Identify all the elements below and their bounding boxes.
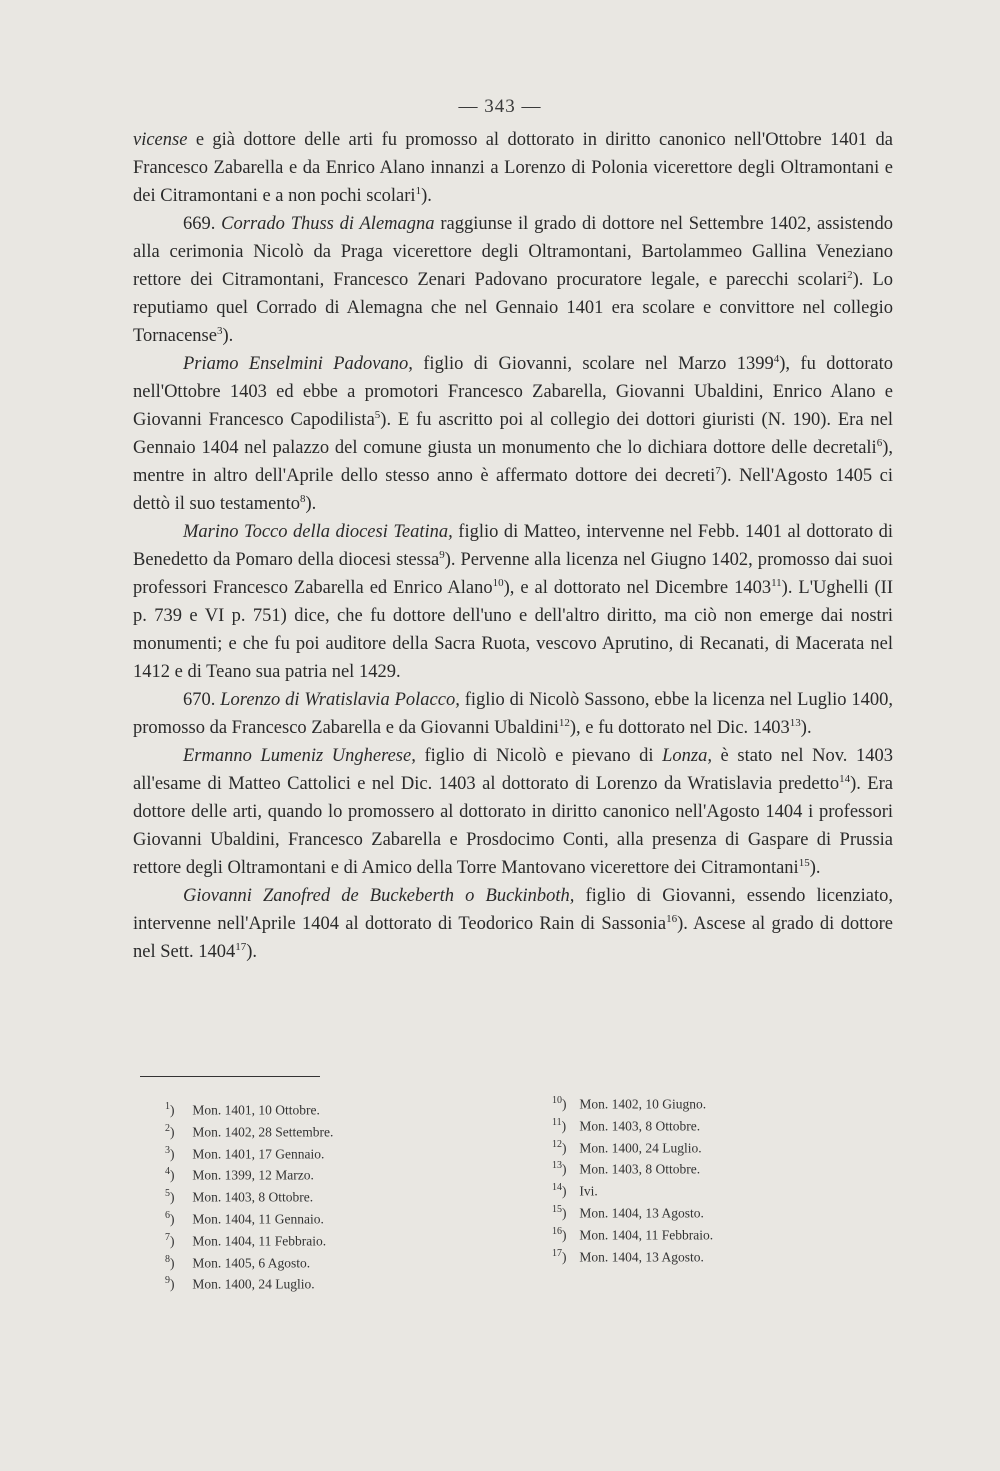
footnote-ref: 14 bbox=[839, 773, 851, 785]
text-run: ). bbox=[222, 326, 234, 346]
footnote-ref: 12 bbox=[558, 717, 570, 729]
footnote-text: Mon. 1402, 28 Settembre. bbox=[192, 1124, 334, 1140]
text-run: figlio di Matteo, intervenne nel Febb. 1401 al dottorato di Benedetto da Pomaro della diocesi stessa bbox=[133, 522, 893, 570]
footnote-ref: 7 bbox=[715, 465, 721, 477]
text-run: ), mentre in altro dell'Aprile dello stesso anno è affermato dottore dei decreti bbox=[133, 438, 893, 486]
paragraph bbox=[133, 518, 893, 686]
text-run: figlio di Nicolò Sassono, ebbe la licenza nel Luglio 1400, promosso da Francesco Zabarella e da Giovanni Ubaldini bbox=[133, 690, 893, 738]
footnote-ref: 13 bbox=[789, 717, 801, 729]
footnote: $^6$) Mon. 1404, 11 Gennaio. bbox=[165, 1209, 324, 1227]
footnote: $^{11}$) Mon. 1403, 8 Ottobre. bbox=[552, 1116, 701, 1134]
footnote-number: 1 bbox=[165, 1101, 170, 1112]
footnotes-right bbox=[552, 1092, 872, 1266]
footnote: $^{14}$) Ivi. bbox=[552, 1182, 598, 1199]
footnote-number: 12 bbox=[552, 1138, 562, 1150]
text-run: figlio di Giovanni, essendo licenziato, intervenne nell'Aprile 1404 al dottorato di Teodorico Rain di Sassonia bbox=[133, 886, 894, 934]
footnote-divider bbox=[140, 1076, 320, 1077]
footnote-number: 13 bbox=[552, 1160, 562, 1172]
paragraph bbox=[133, 126, 893, 210]
paragraph bbox=[133, 882, 893, 966]
place-name: Lonza, bbox=[662, 746, 712, 766]
footnote-number: 5 bbox=[165, 1188, 170, 1200]
footnote-text: Mon. 1400, 24 Luglio. bbox=[579, 1140, 702, 1156]
footnote-ref: 4 bbox=[773, 353, 780, 365]
footnote-text: Mon. 1403, 8 Ottobre. bbox=[579, 1161, 701, 1177]
footnote-text: Mon. 1399, 12 Marzo. bbox=[192, 1167, 314, 1183]
text-run: ). bbox=[421, 186, 432, 206]
footnote-text: Mon. 1404, 13 Agosto. bbox=[579, 1205, 704, 1221]
footnote-ref: 10 bbox=[492, 577, 504, 589]
text-run: ), e al dottorato nel Dicembre 1403 bbox=[503, 578, 772, 598]
entry-number: 670. bbox=[183, 690, 221, 710]
footnote-ref: 9 bbox=[439, 549, 445, 561]
footnote-number: 9 bbox=[165, 1275, 170, 1287]
person-name: Giovanni Zanofred de Buckeberth o Buckinboth, bbox=[183, 886, 575, 906]
person-name: Priamo Enselmini Padovano, bbox=[183, 354, 413, 374]
footnote-text: Mon. 1404, 11 Febbraio. bbox=[579, 1227, 714, 1243]
footnote-ref: 6 bbox=[876, 437, 883, 449]
footnote-text: Mon. 1403, 8 Ottobre. bbox=[579, 1118, 701, 1134]
footnote-ref: 8 bbox=[300, 493, 306, 505]
paragraph bbox=[133, 210, 893, 350]
text-run: ). bbox=[800, 718, 812, 738]
person-name: Marino Tocco della diocesi Teatina, bbox=[183, 522, 453, 542]
footnote-number: 16 bbox=[552, 1225, 562, 1237]
footnote-text: Mon. 1402, 10 Giugno. bbox=[579, 1096, 707, 1112]
footnote: $^9$) Mon. 1400, 24 Luglio. bbox=[165, 1275, 315, 1292]
footnote-text: Mon. 1400, 24 Luglio. bbox=[192, 1276, 315, 1292]
text-run: ), fu dottorato nell'Ottobre 1403 ed ebbe a promotori Francesco Zabarella, Giovanni Ubaldini, Enrico Alano e Giovanni Francesco Capodilista bbox=[133, 354, 893, 430]
italic-term: vicense bbox=[133, 130, 188, 150]
footnote-number: 10 bbox=[552, 1095, 562, 1106]
paragraph bbox=[133, 686, 893, 742]
text-run: ). Ascese al grado di dottore nel Sett. 1404 bbox=[133, 914, 893, 962]
footnote-ref: 2 bbox=[847, 269, 853, 281]
person-name: Corrado Thuss di Alemagna bbox=[221, 214, 435, 234]
footnote-text: Ivi. bbox=[579, 1183, 598, 1199]
footnote-text: Mon. 1401, 17 Gennaio. bbox=[192, 1146, 325, 1162]
footnote-text: Mon. 1404, 13 Agosto. bbox=[579, 1249, 704, 1265]
footnote-number: 4 bbox=[165, 1166, 170, 1178]
footnote: $^3$) Mon. 1401, 17 Gennaio. bbox=[165, 1144, 325, 1162]
footnote-ref: 17 bbox=[235, 941, 247, 953]
footnote-number: 17 bbox=[552, 1247, 562, 1259]
footnote: $^{12}$) Mon. 1400, 24 Luglio. bbox=[552, 1138, 702, 1156]
text-run: ). bbox=[305, 494, 317, 514]
paragraph bbox=[133, 742, 893, 882]
footnote-number: 11 bbox=[552, 1116, 562, 1128]
person-name: Lorenzo di Wratislavia Polacco, bbox=[220, 690, 460, 710]
footnote-ref: 11 bbox=[771, 577, 782, 589]
footnote-text: Mon. 1405, 6 Agosto. bbox=[192, 1255, 311, 1271]
footnote: $^{10}$) Mon. 1402, 10 Giugno. bbox=[552, 1095, 707, 1112]
footnote-text: Mon. 1401, 10 Ottobre. bbox=[192, 1102, 320, 1118]
footnote: $^4$) Mon. 1399, 12 Marzo. bbox=[165, 1166, 314, 1183]
footnote: $^8$) Mon. 1405, 6 Agosto. bbox=[165, 1253, 311, 1271]
footnotes-left bbox=[165, 1098, 485, 1294]
text-run: ). E fu ascritto poi al collegio dei dottori giuristi (N. 190). Era nel Gennaio 1404 nel palazzo del comune giusta un monumento che lo dichiara dottore delle decretali bbox=[133, 410, 893, 458]
footnote: $^1$) Mon. 1401, 10 Ottobre. bbox=[165, 1101, 320, 1118]
footnote: $^{17}$) Mon. 1404, 13 Agosto. bbox=[552, 1247, 704, 1265]
text-run: e già dottore delle arti fu promosso al dottorato in diritto canonico nell'Ottobre 1401 da Francesco Zabarella e da Enrico Alano innanzi a Lorenzo di Polonia vicerettore degli Oltramontani e dei Citramontani e a non pochi scolari bbox=[133, 130, 893, 206]
text-run: ). Era dottore delle arti, quando lo promossero al dottorato in diritto canonico nell'Agosto 1404 i professori Giovanni Ubaldini, Francesco Zabarella e Prosdocimo Conti, alla presenza di Gaspare di Prussia rettore degli Oltramontani e di Amico della Torre Mantovano vicerettore dei Citramontani bbox=[133, 774, 893, 878]
footnote-text: Mon. 1404, 11 Febbraio. bbox=[192, 1233, 327, 1249]
text-run: ). Lo reputiamo quel Corrado di Alemagna che nel Gennaio 1401 era scolare e convittore nel collegio Tornacense bbox=[133, 270, 893, 346]
text-run: raggiunse il grado di dottore nel Settembre 1402, assistendo alla cerimonia Nicolò da Praga vicerettore degli Oltramontani, Bartolammeo Gallina Veneziano rettore dei Citramontani, Francesco Zenari Padovano procuratore legale, e parecchi scolari bbox=[133, 214, 894, 290]
paragraph bbox=[133, 350, 893, 518]
page-number: — 343 — bbox=[458, 96, 542, 117]
entry-number: 669. bbox=[183, 214, 222, 234]
footnote: $^2$) Mon. 1402, 28 Settembre. bbox=[165, 1122, 334, 1140]
footnote-number: 15 bbox=[552, 1203, 562, 1215]
footnote: $^{13}$) Mon. 1403, 8 Ottobre. bbox=[552, 1160, 701, 1177]
footnote-ref: 16 bbox=[666, 913, 678, 925]
body-text bbox=[133, 126, 893, 966]
footnote-number: 2 bbox=[165, 1122, 170, 1134]
footnote-number: 7 bbox=[165, 1231, 170, 1243]
footnote-text: Mon. 1404, 11 Gennaio. bbox=[192, 1211, 324, 1227]
footnote: $^{16}$) Mon. 1404, 11 Febbraio. bbox=[552, 1225, 714, 1243]
footnote-number: 8 bbox=[165, 1253, 170, 1265]
text-run: ). L'Ughelli (II p. 739 e VI p. 751) dice, che fu dottore dell'uno e dell'altro diritto, ma ciò non emerge dai nostri monumenti; e che fu poi auditore della Sacra Ruota, vescovo Aprutino, di Recanati, di Macerata nel 1412 e di Teano sua patria nel 1429. bbox=[133, 578, 893, 682]
text-run: ). bbox=[246, 942, 258, 962]
text-run: è stato nel Nov. 1403 all'esame di Matteo Cattolici e nel Dic. 1403 al dottorato di Lorenzo da Wratislavia predetto bbox=[133, 746, 894, 794]
person-name: Ermanno Lumeniz Ungherese, bbox=[183, 746, 416, 766]
text-run: figlio di Nicolò e pievano di bbox=[415, 746, 663, 766]
footnote-number: 6 bbox=[165, 1209, 170, 1221]
footnote-ref: 1 bbox=[415, 185, 422, 197]
footnote: $^5$) Mon. 1403, 8 Ottobre. bbox=[165, 1188, 314, 1205]
footnote-ref: 3 bbox=[216, 325, 223, 337]
text-run: ). Nell'Agosto 1405 ci dettò il suo testamento bbox=[133, 466, 893, 514]
text-run: figlio di Giovanni, scolare nel Marzo 1399 bbox=[412, 354, 774, 374]
text-run: ). bbox=[809, 858, 821, 878]
footnote-text: Mon. 1403, 8 Ottobre. bbox=[192, 1189, 314, 1205]
footnote-ref: 5 bbox=[374, 409, 381, 421]
footnote: $^{15}$) Mon. 1404, 13 Agosto. bbox=[552, 1203, 704, 1221]
text-run: ), e fu dottorato nel Dic. 1403 bbox=[569, 718, 790, 738]
footnote-ref: 15 bbox=[798, 857, 810, 869]
footnote: $^7$) Mon. 1404, 11 Febbraio. bbox=[165, 1231, 327, 1249]
footnote-number: 3 bbox=[165, 1144, 170, 1156]
footnote-number: 14 bbox=[552, 1182, 562, 1194]
text-run: ). Pervenne alla licenza nel Giugno 1402, promosso dai suoi professori Francesco Zabarella ed Enrico Alano bbox=[133, 550, 894, 598]
